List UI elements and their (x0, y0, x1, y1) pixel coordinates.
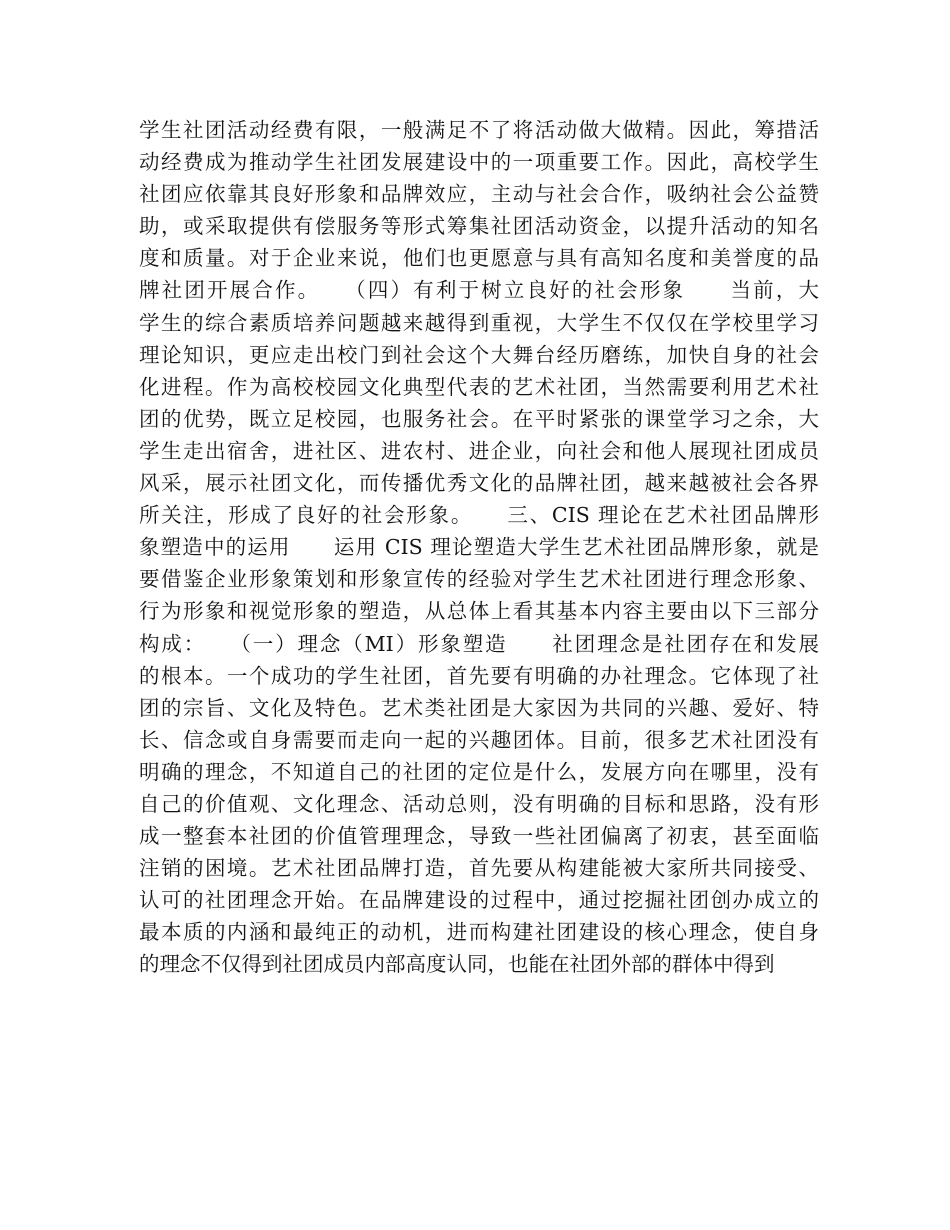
text-line: 风采，展示社团文化，而传播优秀文化的品牌社团，越来越被社会各界 (139, 471, 819, 496)
text-line: 认可的社团理念开始。在品牌建设的过程中，通过挖掘社团创办成立的 (139, 888, 819, 913)
text-line: 成一整套本社团的价值管理理念，导致一些社团偏离了初衷，甚至面临 (139, 824, 819, 849)
text-line: 化进程。作为高校校园文化典型代表的艺术社团，当然需要利用艺术社 (139, 374, 819, 399)
text-line: 团的宗旨、文化及特色。艺术类社团是大家因为共同的兴趣、爱好、特 (139, 695, 819, 720)
text-line: 学生社团活动经费有限，一般满足不了将活动做大做精。因此，筹措活 (139, 118, 819, 142)
text-line: 学生走出宿舍，进社区、进农村、进企业，向社会和他人展现社团成员 (139, 438, 819, 463)
text-line: 牌社团开展合作。 （四）有利于树立良好的社会形象 当前，大 (139, 278, 819, 303)
text-line: 度和质量。对于企业来说，他们也更愿意与具有高知名度和美誉度的品 (139, 246, 819, 271)
text-line: 自己的价值观、文化理念、活动总则，没有明确的目标和思路，没有形 (139, 791, 819, 816)
text-line: 构成： （一）理念（MI）形象塑造 社团理念是社团存在和发展 (139, 631, 819, 656)
text-line: 最本质的内涵和最纯正的动机，进而构建社团建设的核心理念，使自身 (139, 920, 819, 945)
text-line: 所关注，形成了良好的社会形象。 三、CIS 理论在艺术社团品牌形 (139, 503, 819, 528)
text-line: 社团应依靠其良好形象和品牌效应，主动与社会合作，吸纳社会公益赞 (139, 182, 819, 207)
text-line: 的理念不仅得到社团成员内部高度认同，也能在社团外部的群体中得到 (139, 952, 775, 977)
text-line: 的根本。一个成功的学生社团，首先要有明确的办社理念。它体现了社 (139, 663, 819, 688)
text-line: 象塑造中的运用 运用 CIS 理论塑造大学生艺术社团品牌形象，就是 (139, 535, 819, 560)
text-line: 行为形象和视觉形象的塑造，从总体上看其基本内容主要由以下三部分 (139, 599, 819, 624)
text-line: 动经费成为推动学生社团发展建设中的一项重要工作。因此，高校学生 (139, 150, 819, 175)
body-text (139, 114, 819, 981)
text-line: 团的优势，既立足校园，也服务社会。在平时紧张的课堂学习之余，大 (139, 406, 819, 431)
text-line: 注销的困境。艺术社团品牌打造，首先要从构建能被大家所共同接受、 (139, 856, 819, 881)
text-line: 明确的理念，不知道自己的社团的定位是什么，发展方向在哪里，没有 (139, 759, 819, 784)
text-line: 要借鉴企业形象策划和形象宣传的经验对学生艺术社团进行理念形象、 (139, 567, 819, 592)
text-line: 理论知识，更应走出校门到社会这个大舞台经历磨练，加快自身的社会 (139, 342, 819, 367)
text-line: 学生的综合素质培养问题越来越得到重视，大学生不仅仅在学校里学习 (139, 310, 819, 335)
text-line: 长、信念或自身需要而走向一起的兴趣团体。目前，很多艺术社团没有 (139, 727, 819, 752)
text-line: 助，或采取提供有偿服务等形式筹集社团活动资金，以提升活动的知名 (139, 214, 819, 239)
